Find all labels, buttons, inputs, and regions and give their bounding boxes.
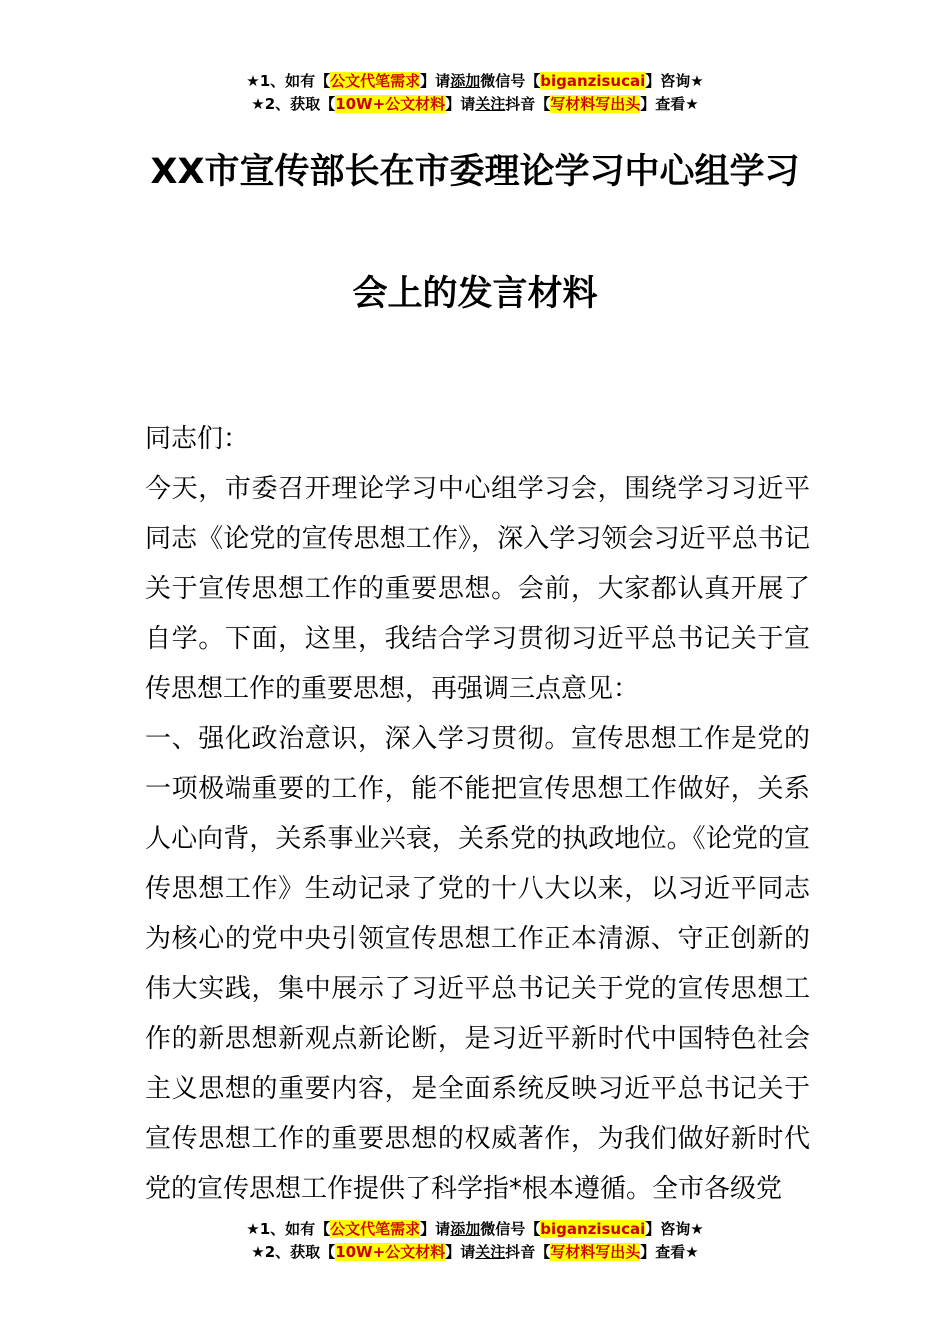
banner-line-2 [0,1241,950,1264]
banner-highlight: 公文代笔需求 [330,1220,421,1238]
banner-text: 】咨询★ [645,1220,704,1238]
banner-highlight: 写材料写出头 [550,95,641,113]
banner-underline: 添加 [450,72,481,90]
banner-text: 】咨询★ [645,72,704,90]
banner-line-2 [0,93,950,116]
banner-text: 】请 [445,95,476,113]
banner-text: 抖音【 [505,1243,551,1261]
banner-text: 微信号【 [480,1220,541,1238]
banner-highlight: 10W+公文材料 [335,1243,446,1261]
banner-text: ★2、获取【 [251,1243,336,1261]
banner-underline: 关注 [475,95,506,113]
banner-underline: 添加 [450,1220,481,1238]
document-body [145,414,810,1214]
banner-text: 微信号【 [480,72,541,90]
salutation: 同志们： [145,424,250,454]
banner-text: 】请 [420,1220,451,1238]
banner-highlight: biganzisucai [540,72,646,90]
banner-highlight: 写材料写出头 [550,1243,641,1261]
banner-text: 抖音【 [505,95,551,113]
banner-highlight: 公文代笔需求 [330,72,421,90]
banner-text: 】查看★ [640,95,699,113]
paragraph-intro: 今天，市委召开理论学习中心组学习会，围绕学习习近平同志《论党的宣传思想工作》，深入学习领会习近平总书记关于宣传思想工作的重要思想。会前，大家都认真开展了自学。下面，这里，我结合学习贯彻习近平总书记关于宣传思想工作的重要思想，再强调三点意见： [145,474,810,704]
banner-text: ★2、获取【 [251,95,336,113]
header-banner [0,70,950,116]
banner-line-1 [0,70,950,93]
banner-text: 】请 [420,72,451,90]
banner-text: 】请 [445,1243,476,1261]
banner-text: 】查看★ [640,1243,699,1261]
document-title-line-1: XX市宣传部长在市委理论学习中心组学习 [150,152,800,192]
banner-text: ★1、如有【 [246,72,331,90]
document-title-line-2: 会上的发言材料 [352,274,598,314]
banner-underline: 关注 [475,1243,506,1261]
banner-highlight: 10W+公文材料 [335,95,446,113]
banner-highlight: biganzisucai [540,1220,646,1238]
banner-line-1 [0,1218,950,1241]
paragraph-section-1: 一、强化政治意识，深入学习贯彻。宣传思想工作是党的一项极端重要的工作，能不能把宣传思想工作做好，关系人心向背，关系事业兴衰，关系党的执政地位。《论党的宣传思想工作》生动记录了党的十八大以来，以习近平同志为核心的党中央引领宣传思想工作正本清源、守正创新的伟大实践，集中展示了习近平总书记关于党的宣传思想工作的新思想新观点新论断，是习近平新时代中国特色社会主义思想的重要内容，是全面系统反映习近平总书记关于宣传思想工作的重要思想的权威著作，为我们做好新时代党的宣传思想工作提供了科学指*根本遵循。全市各级党 [145,724,810,1204]
footer-banner [0,1218,950,1264]
banner-text: ★1、如有【 [246,1220,331,1238]
